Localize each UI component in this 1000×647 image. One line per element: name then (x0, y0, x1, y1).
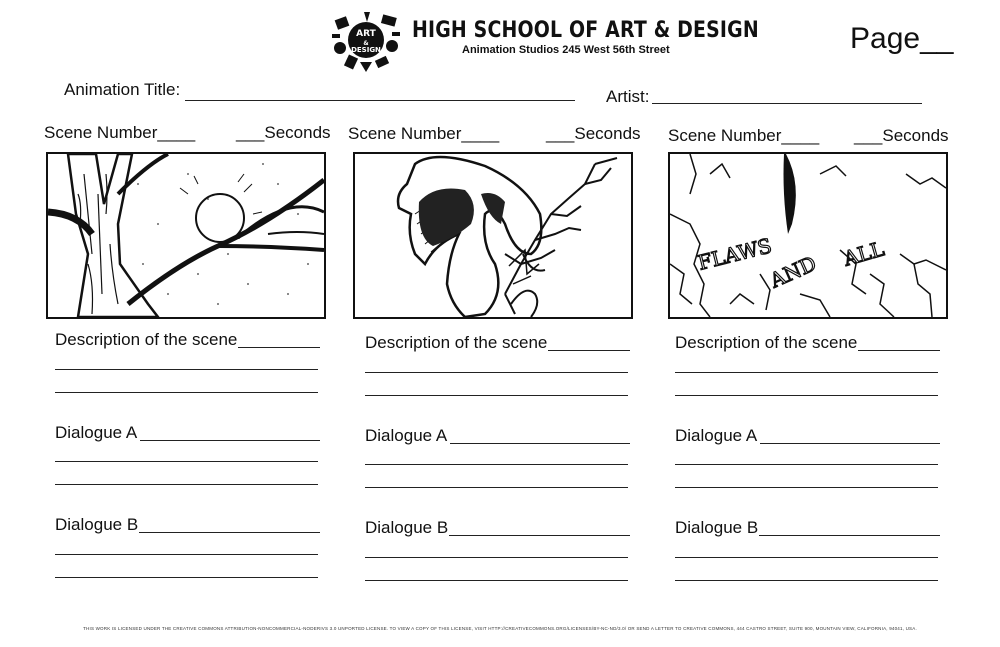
description-label: Description of the scene (675, 333, 858, 352)
dialogue-b-line[interactable] (55, 554, 318, 555)
description-field[interactable] (548, 350, 630, 351)
school-name: HIGH SCHOOL OF ART & DESIGN (412, 18, 759, 43)
animation-title-field[interactable] (185, 100, 575, 101)
description-line[interactable] (365, 372, 628, 373)
page-number-label: Page__ (850, 22, 954, 55)
description-field[interactable] (238, 347, 320, 348)
dialogue-b-label: Dialogue B (365, 518, 449, 537)
svg-text:ALL: ALL (840, 236, 887, 271)
dialogue-a-line[interactable] (55, 461, 318, 462)
dialogue-b-line[interactable] (55, 577, 318, 578)
description-line[interactable] (55, 392, 318, 393)
description-line[interactable] (55, 369, 318, 370)
svg-text:ART: ART (356, 29, 376, 39)
storyboard-frame-2[interactable] (353, 152, 633, 319)
description-field[interactable] (858, 350, 940, 351)
scene-number-label: Scene Number____ (348, 124, 500, 143)
storyboard-frame-3[interactable] (668, 152, 948, 319)
dialogue-a-label: Dialogue A (55, 423, 138, 442)
description-label: Description of the scene (55, 330, 238, 349)
dialogue-b-field[interactable] (139, 532, 320, 533)
seconds-label: ___Seconds (236, 123, 331, 142)
dialogue-a-label: Dialogue A (675, 426, 758, 445)
license-footer: THIS WORK IS LICENSED UNDER THE CREATIVE COMMONS ATTRIBUTION-NONCOMMERCIAL-NODERIVS 3.0 UNPORTED LICENSE. TO VIEW A COPY OF THIS LICENSE, VISIT HTTP://CREATIVECOMMONS.ORG/LICENSES/BY-NC-ND/3.0/ OR SEND A LETTER TO CREATIVE COMMONS, 444 CASTRO STREET, SUITE 900, MOUNTAIN VIEW, CALIFORNIA, 94041, USA. (83, 626, 917, 631)
storyboard-frame-1[interactable] (46, 152, 326, 319)
dialogue-a-line[interactable] (365, 487, 628, 488)
animation-title-label: Animation Title: (64, 80, 181, 99)
dialogue-a-field[interactable] (140, 440, 320, 441)
scene-number-label: Scene Number____ (44, 123, 196, 142)
dialogue-a-label: Dialogue A (365, 426, 448, 445)
seconds-label: ___Seconds (546, 124, 641, 143)
description-label: Description of the scene (365, 333, 548, 352)
dialogue-a-line[interactable] (365, 464, 628, 465)
svg-text:FLAWS: FLAWS (695, 233, 775, 275)
school-logo (330, 10, 402, 72)
artist-label: Artist: (606, 87, 650, 106)
svg-text:AND: AND (766, 251, 820, 293)
description-line[interactable] (365, 395, 628, 396)
dialogue-b-line[interactable] (675, 580, 938, 581)
dialogue-b-label: Dialogue B (675, 518, 759, 537)
dialogue-b-field[interactable] (759, 535, 940, 536)
svg-text:DESIGN: DESIGN (351, 46, 381, 54)
description-line[interactable] (675, 372, 938, 373)
dialogue-a-line[interactable] (675, 487, 938, 488)
dialogue-b-label: Dialogue B (55, 515, 139, 534)
dialogue-b-line[interactable] (365, 557, 628, 558)
dialogue-b-line[interactable] (675, 557, 938, 558)
tree-moon-sketch (48, 154, 324, 317)
artist-field[interactable] (652, 103, 922, 104)
figure-cracks-sketch (355, 154, 631, 317)
dialogue-a-field[interactable] (760, 443, 940, 444)
school-address: Animation Studios 245 West 56th Street (462, 44, 670, 56)
dialogue-a-line[interactable] (55, 484, 318, 485)
dialogue-a-line[interactable] (675, 464, 938, 465)
dialogue-b-field[interactable] (449, 535, 630, 536)
svg-text:&: & (363, 40, 369, 47)
dialogue-a-field[interactable] (450, 443, 630, 444)
scene-number-label: Scene Number____ (668, 126, 820, 145)
cracked-wall-sketch (670, 154, 946, 317)
dialogue-b-line[interactable] (365, 580, 628, 581)
seconds-label: ___Seconds (854, 126, 949, 145)
description-line[interactable] (675, 395, 938, 396)
